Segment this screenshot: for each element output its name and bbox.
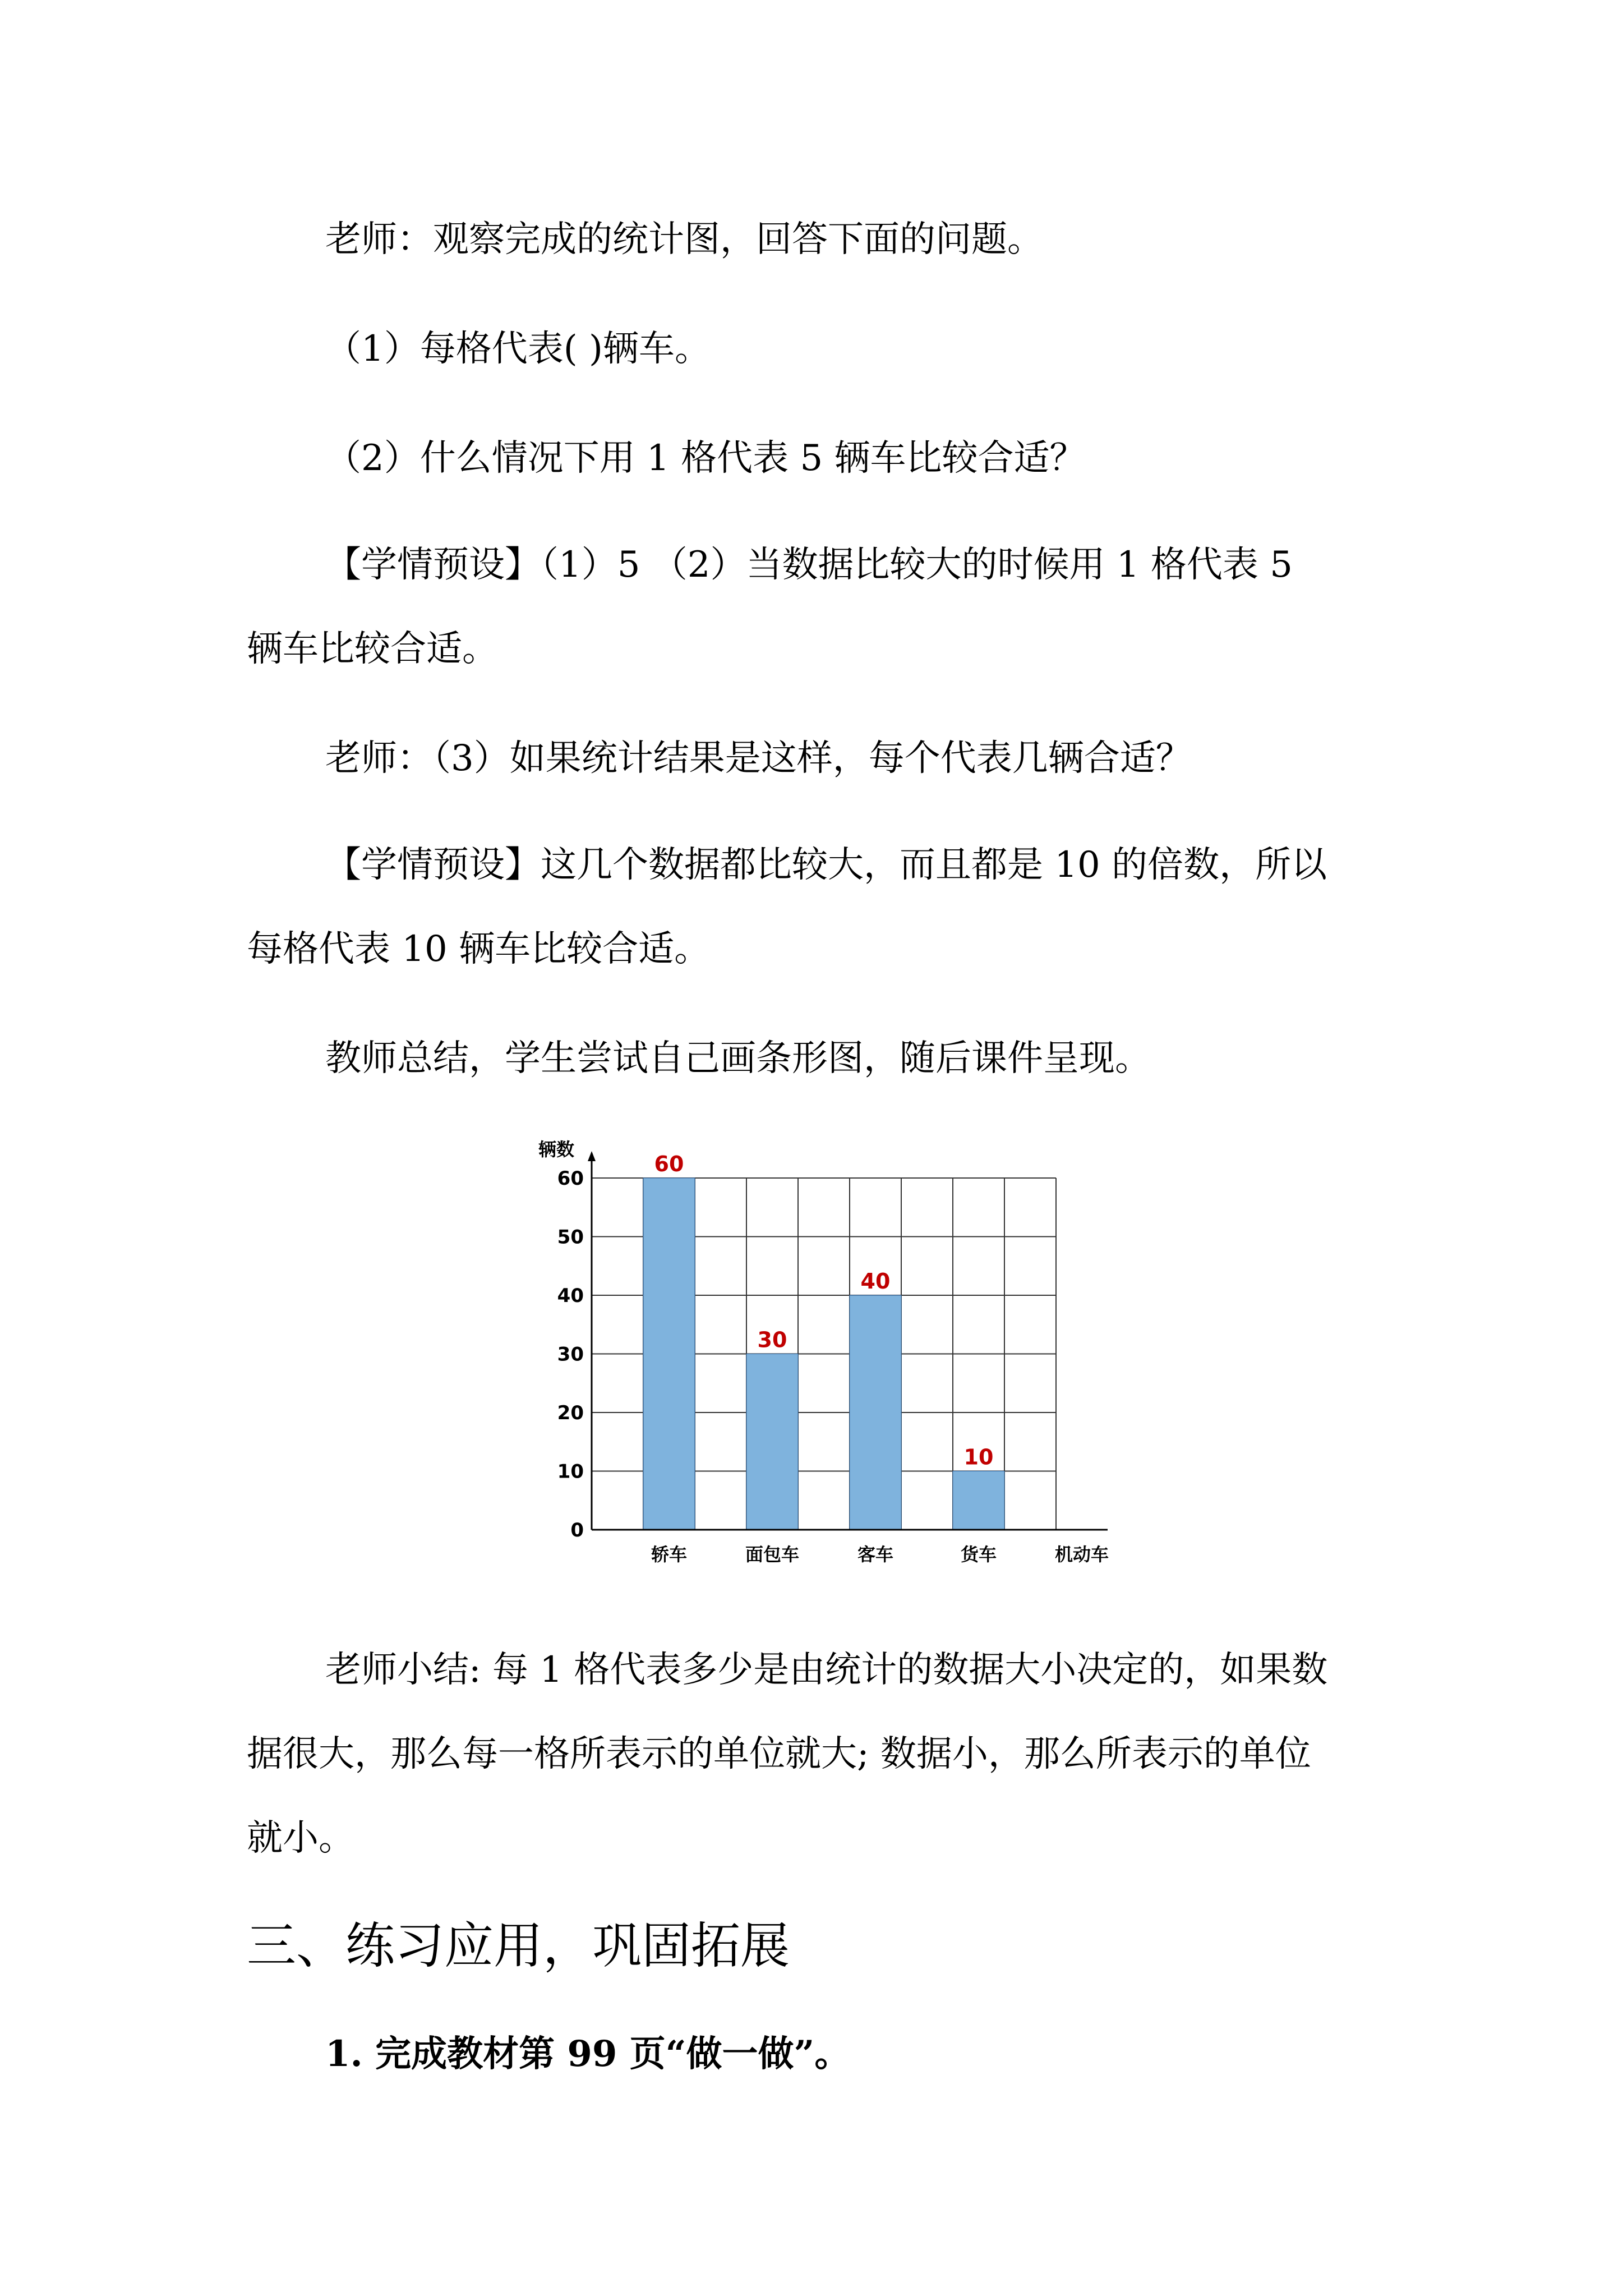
y-tick-label: 30 [557,1343,584,1366]
exercise-item: 1. 完成教材第 99 页“做一做”。 [325,2033,851,2075]
data-label: 10 [963,1444,994,1470]
teacher-summary-intro: 教师总结，学生尝试自己画条形图，随后课件呈现。 [325,1038,1151,1079]
question-3: 老师：（3）如果统计结果是这样，每个代表几辆合适？ [325,738,1192,779]
question-1: （1）每格代表( )辆车。 [325,328,711,370]
y-tick-label: 60 [557,1167,584,1190]
bar [850,1295,901,1530]
paragraph-teacher-observe: 老师：观察完成的统计图，回答下面的问题。 [325,219,1043,260]
y-axis-label: 辆数 [538,1139,575,1160]
teacher-conclusion-line2: 据很大，那么每一格所表示的单位就大; 数据小，那么所表示的单位 [247,1733,1311,1775]
question-2: （2）什么情况下用 1 格代表 5 辆车比较合适？ [325,438,1086,479]
y-tick-label: 40 [557,1285,584,1307]
y-axis-arrow [588,1151,596,1161]
section-heading: 三、练习应用，巩固拓展 [247,1917,790,1975]
chart-labels [538,1139,1109,1565]
category-label: 轿车 [651,1544,688,1565]
y-tick-label: 20 [557,1402,584,1424]
category-label: 客车 [857,1544,894,1565]
data-label: 30 [757,1327,787,1352]
bar [643,1178,695,1530]
preset-answer-2-line1: 【学情预设】这几个数据都比较大，而且都是 10 的倍数，所以 [325,844,1327,886]
preset-answer-2-line2: 每格代表 10 辆车比较合适。 [247,928,711,970]
category-label: 货车 [960,1544,997,1565]
category-label: 面包车 [745,1544,800,1565]
bar [746,1354,798,1530]
y-tick-label: 50 [557,1226,584,1249]
category-label: 机动车 [1054,1544,1109,1565]
y-tick-label: 0 [570,1519,584,1542]
teacher-conclusion-line1: 老师小结: 每 1 格代表多少是由统计的数据大小决定的，如果数 [325,1649,1328,1691]
preset-answer-1-line2: 辆车比较合适。 [247,628,498,670]
y-tick-label: 10 [557,1460,584,1483]
data-label: 60 [654,1152,684,1176]
data-label: 40 [860,1269,891,1294]
bar [953,1471,1004,1530]
teacher-conclusion-line3: 就小。 [247,1818,354,1859]
bar-chart [538,1139,1133,1576]
preset-answer-1-line1: 【学情预设】（1）5 （2）当数据比较大的时候用 1 格代表 5 [325,544,1293,586]
